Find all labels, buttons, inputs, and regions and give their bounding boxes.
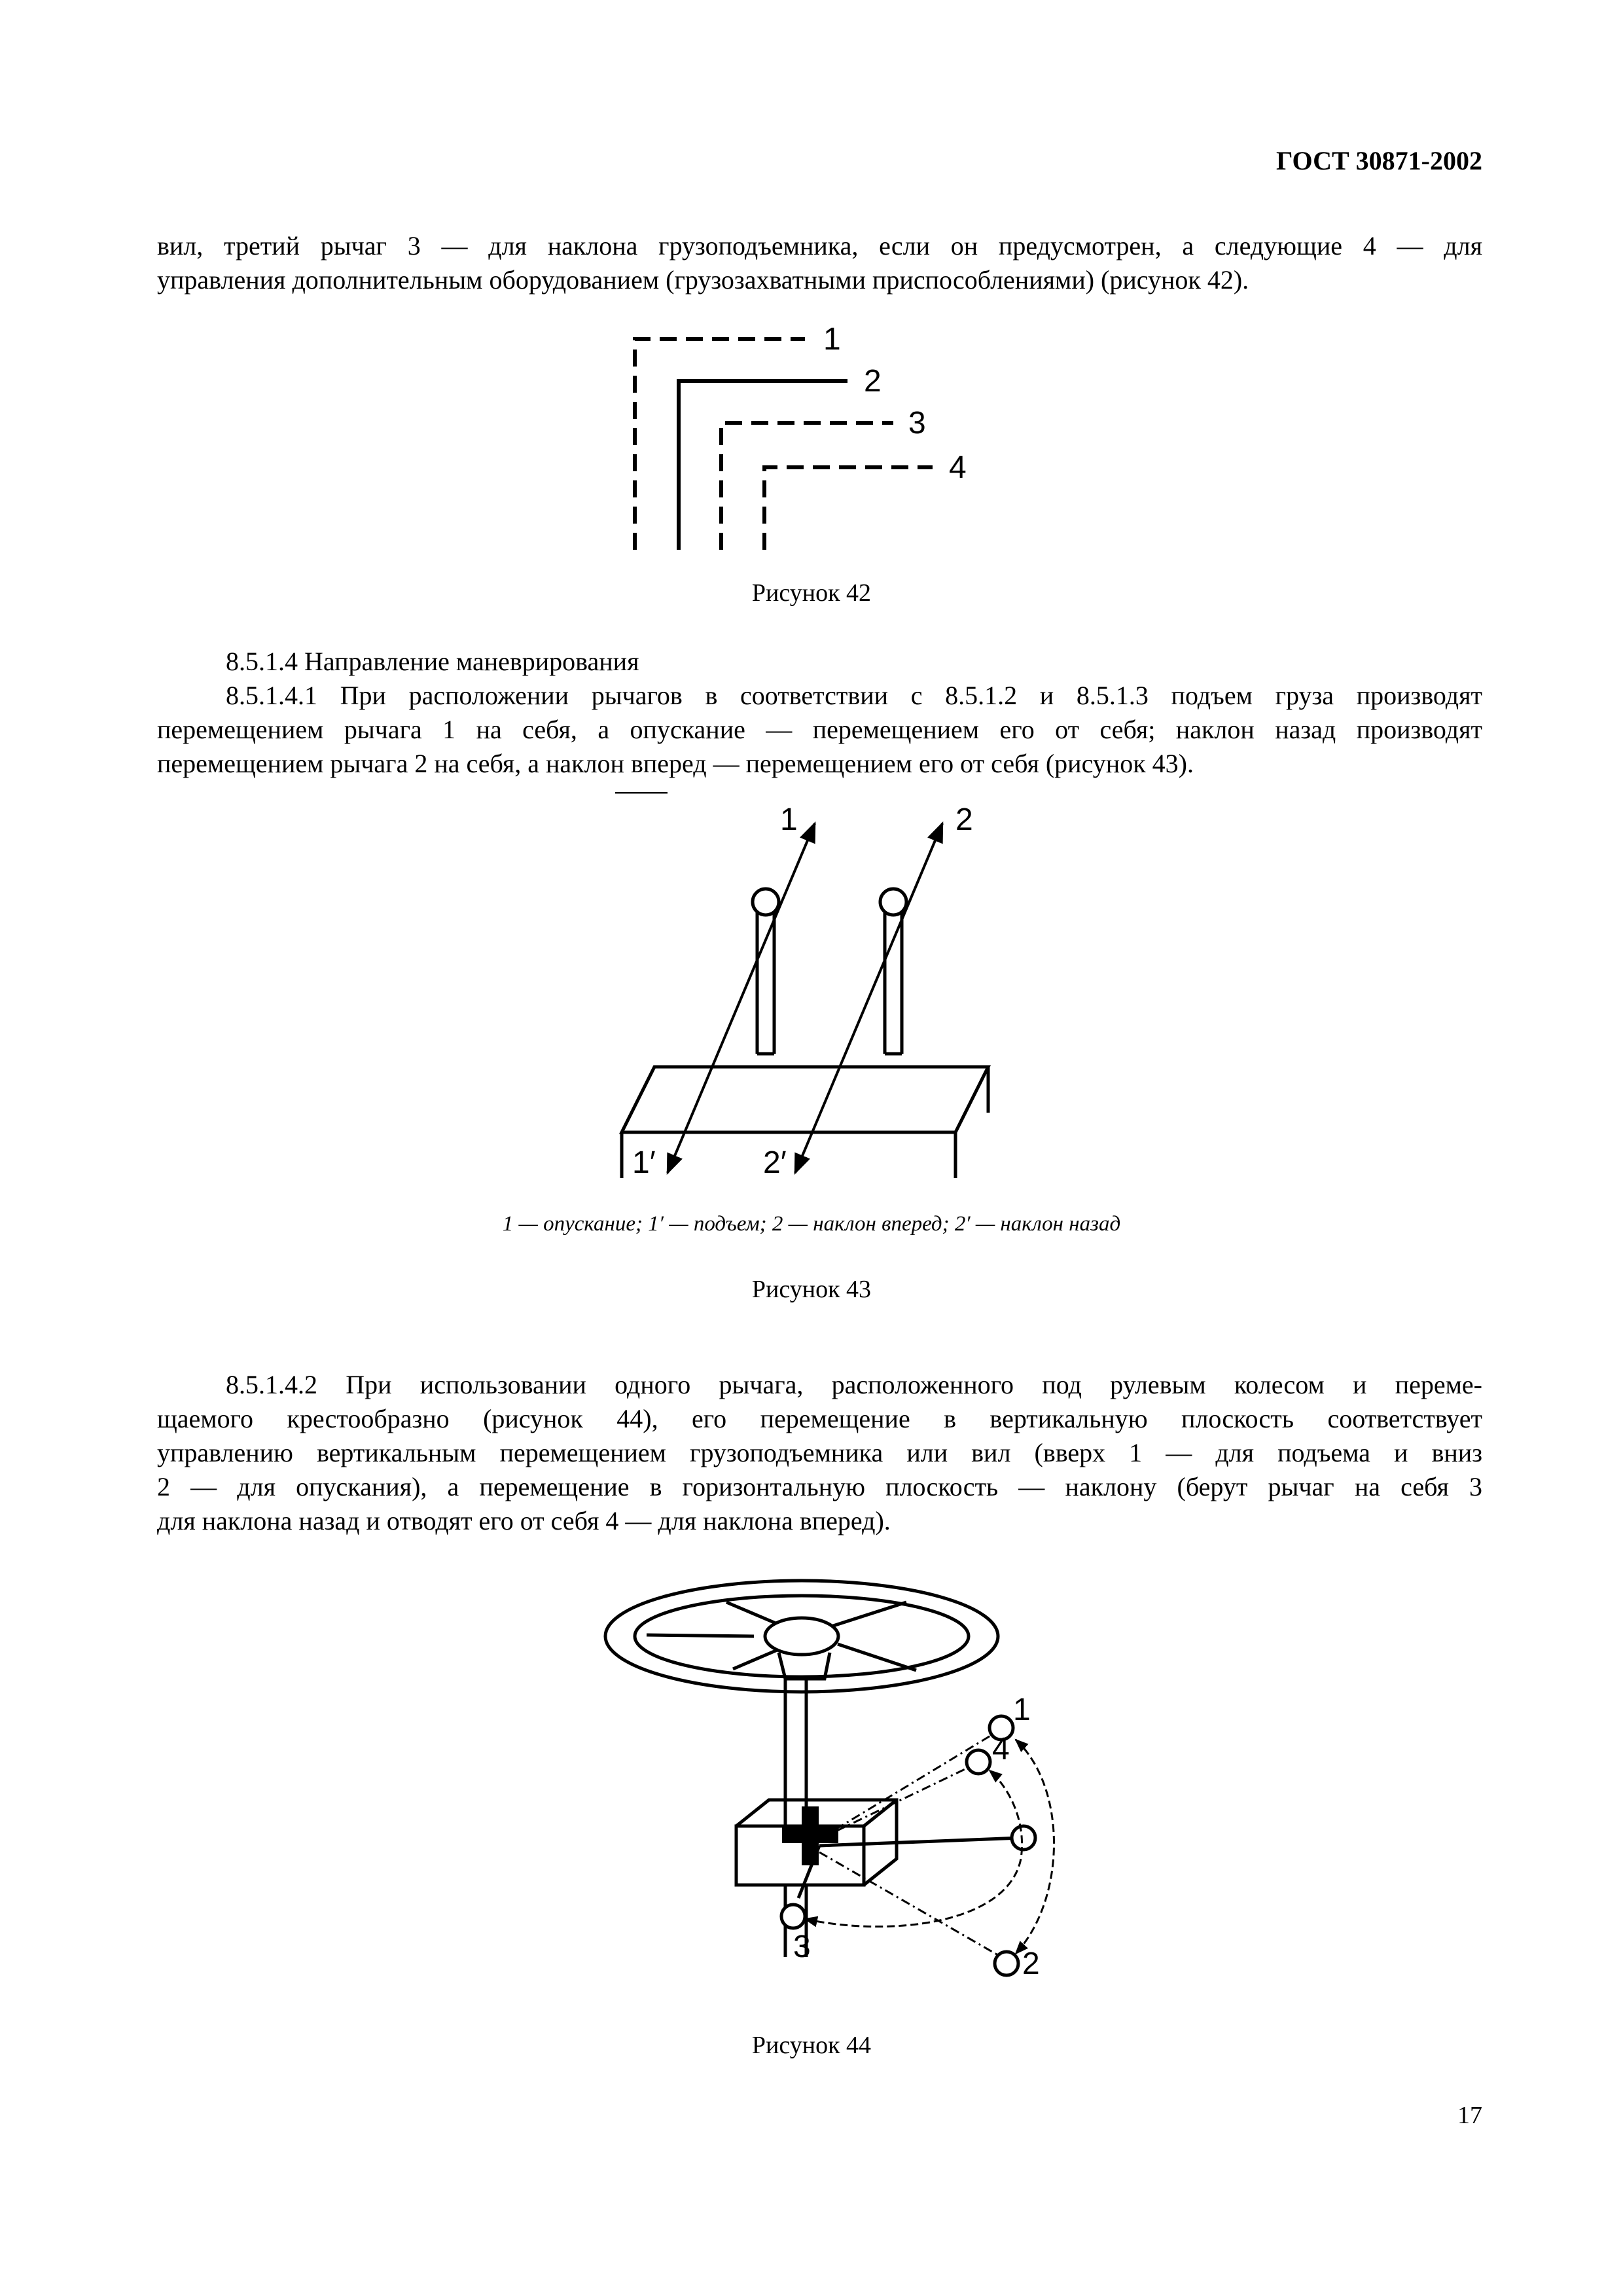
text-line: 8.5.1.4.1 При расположении рычагов в соответствии с 8.5.1.2 и 8.5.1.3 подъем груза производят — [226, 681, 1482, 710]
section-heading: 8.5.1.4 Направление маневрирования — [226, 647, 639, 676]
control-platform — [622, 1067, 988, 1132]
text-line: для наклона назад и отводят его от себя 4 — для наклона вперед). — [157, 1506, 891, 1535]
text-line: 2 — для опускания), а перемещение в горизонтальную плоскость — наклону (берут рычаг на себя 3 — [157, 1472, 1482, 1501]
position-4-knob — [967, 1750, 990, 1774]
fig43-label-2-prime: 2′ — [763, 1145, 787, 1180]
text-line: вил, третий рычаг 3 — для наклона грузоподъемника, если он предусмотрен, а следующие 4 — для — [157, 231, 1482, 260]
steering-wheel-hub — [765, 1618, 838, 1655]
lever-line-4 — [764, 467, 933, 550]
fig44-label-1: 1 — [1013, 1693, 1031, 1727]
text-line: управлению вертикальным перемещением грузоподъемника или вил (вверх 1 — для подъема и вниз — [157, 1438, 1482, 1467]
text-line: управления дополнительным оборудованием (грузозахватными приспособлениями) (рисунок 42). — [157, 265, 1249, 295]
figure-43-diagram — [615, 792, 1034, 1185]
text-line: перемещением рычага 2 на себя, а наклон вперед — перемещением его от себя (рисунок 43). — [157, 749, 1194, 778]
fig43-label-1-prime: 1′ — [632, 1145, 656, 1180]
steering-column — [779, 1653, 830, 1679]
position-2-knob — [995, 1952, 1018, 1975]
fig42-label-2: 2 — [864, 364, 882, 399]
lever-1-knob — [753, 889, 779, 915]
fig42-label-1: 1 — [823, 322, 841, 357]
figure-42-caption: Рисунок 42 — [751, 579, 872, 607]
text-line: 8.5.1.4.2 При использовании одного рычага, расположенного под рулевым колесом и переме- — [226, 1370, 1482, 1399]
document-header: ГОСТ 30871-2002 — [1276, 146, 1482, 175]
intro-paragraph — [157, 229, 1482, 297]
figure-42-diagram — [615, 308, 1008, 556]
paragraph-8-5-1-4-2 — [157, 1368, 1482, 1538]
fig43-label-2: 2 — [955, 802, 973, 837]
fig44-label-3: 3 — [793, 1929, 811, 1964]
fig44-label-4: 4 — [992, 1732, 1010, 1767]
figure-43-caption: Рисунок 43 — [751, 1276, 872, 1303]
text-line: перемещением рычага 1 на себя, а опускание — перемещением его от себя; наклон назад производят — [157, 715, 1482, 744]
text-line: щаемого крестообразно (рисунок 44), его перемещение в вертикальную плоскость соответствует — [157, 1404, 1482, 1433]
page-number: 17 — [1457, 2102, 1482, 2129]
fig44-label-2: 2 — [1022, 1946, 1040, 1981]
fig42-label-3: 3 — [908, 406, 926, 440]
lever-line-3 — [721, 423, 893, 550]
figure-44-caption: Рисунок 44 — [751, 2032, 872, 2059]
fig42-label-4: 4 — [949, 450, 967, 485]
fig43-label-1: 1 — [780, 802, 798, 837]
lever-2-knob — [880, 889, 906, 915]
position-center-knob — [1012, 1826, 1035, 1850]
figure-44-diagram — [550, 1571, 1086, 1990]
figure-43-legend: 1 — опускание; 1′ — подъем; 2 — наклон вперед; 2′ — наклон назад — [502, 1212, 1121, 1236]
paragraph-8-5-1-4-1 — [157, 679, 1482, 781]
position-3-knob — [781, 1905, 805, 1928]
